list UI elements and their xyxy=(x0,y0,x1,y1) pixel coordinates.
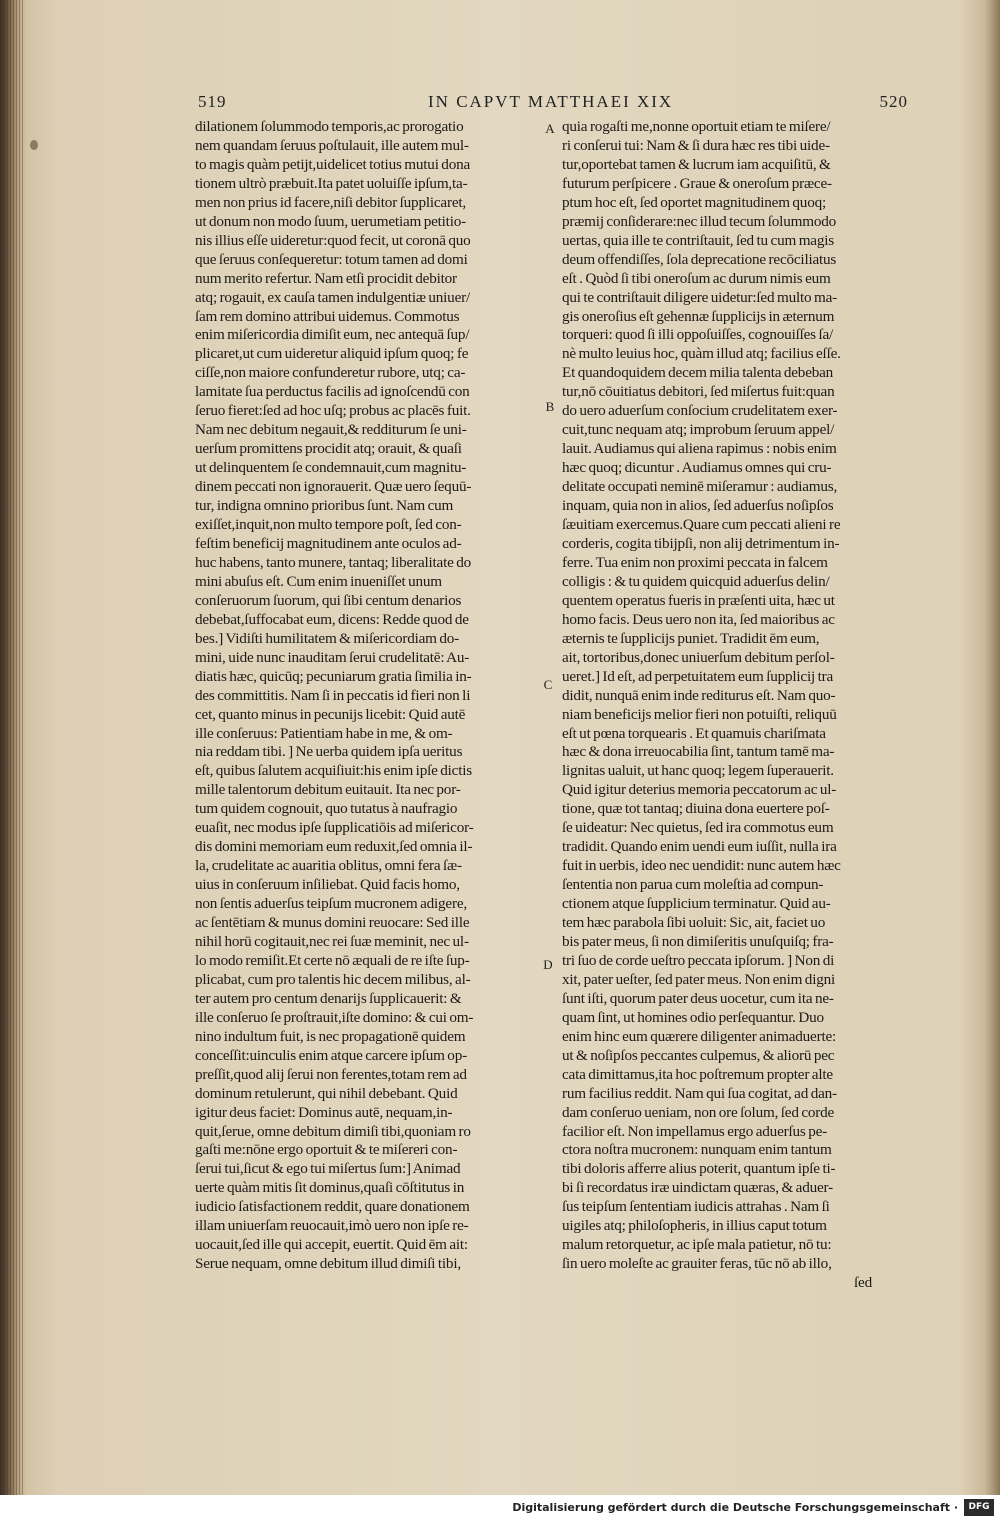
text-line: uius in conſeruum inſiliebat. Quid facis homo, xyxy=(195,876,460,894)
text-line: rum facilius reddit. Nam qui ſua cogitat, ad dan- xyxy=(562,1084,837,1102)
text-line: nem quandam ſeruus poſtulauit, ille autem mul- xyxy=(195,136,469,154)
text-line: ait, tortoribus,donec uniuerſum debitum perſol- xyxy=(562,648,835,666)
text-line: deum offendiſſes, ſola deprecatione recōciliatus xyxy=(562,250,837,268)
text-line: conceſſit:uinculis enim atque carcere ipſum op- xyxy=(195,1046,467,1064)
text-line: ſeruo fieret:ſed ad hoc uſq; probus ac placēs fuit. xyxy=(195,402,471,420)
text-line: men non prius id facere,niſi debitor ſupplicaret, xyxy=(195,193,466,211)
text-line: ſin uero moleſte ac grauiter feras, tūc nō ab illo, xyxy=(562,1255,832,1273)
text-line: Quid igitur deterius memoria peccatorum ac ul- xyxy=(562,781,837,799)
text-line: Et quandoquidem decem milia talenta debeban xyxy=(562,364,834,382)
text-line: ille conſeruus: Patientiam habe in me, & om- xyxy=(195,724,453,742)
text-line: atq; rogauit, ex cauſa tamen indulgentiæ uniuer/ xyxy=(195,288,470,306)
text-line: num merito refertur. Nam etſi procidit debitor xyxy=(195,269,457,287)
text-line: mini, uide nunc inauditam ſerui crudelitatē: Au- xyxy=(195,648,470,666)
text-line: tur,nō cōuitiatus debitori, ſed miſertus fuit:quan xyxy=(562,383,835,401)
text-line: torqueri: quod ſi illi oppoſuiſſes, cognouiſſes ſa/ xyxy=(562,326,834,344)
text-line: uerſum promittens procidit atq; orauit, & quaſi xyxy=(195,440,462,458)
text-line: tur,oportebat tamen & lucrum iam acquiſitū, & xyxy=(562,155,831,173)
text-line: tibi doloris afferre alius poterit, quantum ipſe ti- xyxy=(562,1160,836,1178)
text-line: nis illius eſſe uideretur:quod fecit, ut coronā quo xyxy=(195,231,471,249)
dfg-logo: DFG xyxy=(964,1499,994,1516)
text-line: huc habens, tanto munere, tantaq; liberalitate do xyxy=(195,553,472,571)
text-line: ſunt iſti, quorum pater deus uocetur, cum ita ne- xyxy=(562,989,834,1007)
text-line: æternis te ſupplicijs puniet. Tradidit ēm eum, xyxy=(562,629,820,647)
text-line: præmij conſiderare:nec illud tecum ſolummodo xyxy=(562,212,837,230)
digitization-footer xyxy=(0,1495,1000,1522)
text-line: ac ſentētiam & munus domini reuocare: Sed ille xyxy=(195,914,470,932)
page-number-right: 520 xyxy=(879,92,908,111)
text-line: to magis quàm petijt,uidelicet totius mutui dona xyxy=(195,155,471,173)
running-title: IN CAPVT MATTHAEI XIX xyxy=(428,92,674,111)
text-line: corderis, cogita tibijpſi, non alij detrimentum in- xyxy=(562,534,840,552)
text-line: ter autem pro centum denarijs ſupplicauerit: & xyxy=(195,989,462,1007)
text-line: ut & noſipſos peccantes culpemus, & aliorū pec xyxy=(562,1046,835,1064)
text-line: feſtim beneficij magnitudinem ante oculos ad- xyxy=(195,534,462,552)
text-line: hæc & dona irreuocabilia ſint, tantum tamē ma- xyxy=(562,743,835,761)
text-line: tione, quæ tot tantaq; diuina dona euertere poſ- xyxy=(562,800,830,818)
margin-mark-b: B xyxy=(545,399,555,414)
text-line: dam conſeruo ueniam, non ore ſolum, ſed corde xyxy=(562,1103,835,1121)
text-line: colligis : & tu quidem quicquid aduerſus delin/ xyxy=(562,572,830,590)
text-line: cata dimittamus,ita hoc poſtremum propter alte xyxy=(562,1065,833,1083)
text-line: tradidit. Quando enim uendi eum iuſſit, nulla ira xyxy=(562,838,837,856)
text-line: ut donum non modo ſuum, uerumetiam petitio- xyxy=(195,212,466,230)
text-line: euaſit, nec modus ipſe ſupplicatiōis ad miſericor- xyxy=(195,819,474,837)
text-line: non ſentis aduerſus teipſum mucronem adigere, xyxy=(195,895,467,913)
text-line: igitur deus faciet: Dominus autē, nequam,in- xyxy=(195,1103,453,1121)
text-line: tum quidem cognouit, quo tutatus à naufragio xyxy=(195,800,458,818)
text-line: ptum hoc eſt, ſed oportet magnitudinem quoq; xyxy=(562,193,827,211)
text-line: cuit,tunc nequam atq; improbum ſeruum appel/ xyxy=(562,421,835,439)
text-line: ciſſe,non maiore confunderetur rubore, utq; ca- xyxy=(195,364,466,382)
text-line: bes.] Vidiſti humilitatem & miſericordiam do- xyxy=(195,629,460,647)
left-text-column xyxy=(195,118,525,1274)
text-line: ſæuitiam exercemus.Quare cum peccati alieni re xyxy=(562,516,841,534)
text-line: nino indultum fuit, is nec propagationē quidem xyxy=(195,1027,466,1045)
text-line: preſſit,quod alij ſerui non ferentes,totam rem ad xyxy=(195,1065,467,1083)
running-header xyxy=(198,92,908,118)
text-line: hæc quoq; dicuntur . Audiamus omnes qui cru- xyxy=(562,459,832,477)
text-line: ſam rem domino attribui uidemus. Commotus xyxy=(195,307,460,325)
text-line: quit,ſerue, omne debitum dimiſi tibi,quoniam ro xyxy=(195,1122,471,1140)
margin-mark-c: C xyxy=(543,677,553,692)
text-line: mini abuſus eſt. Cum enim inueniſſet unum xyxy=(195,572,442,590)
text-line: malum retorquetur, ac ipſe mala patietur, nō tu: xyxy=(562,1236,832,1254)
text-line: xit, pater ueſter, ſed pater meus. Non enim digni xyxy=(562,970,836,988)
text-line: ſe uideatur: Nec quietus, ſed ira commotus eum xyxy=(562,819,834,837)
text-line: que ſeruus conſequeretur: totum tamen ad domi xyxy=(195,250,468,268)
text-line: tri ſuo de corde ueſtro peccata ipſorum. ] Non di xyxy=(562,951,835,969)
text-line: dis domini memoriam eum reduxit,ſed omnia il- xyxy=(195,838,473,856)
text-line: fuit in uerbis, ideo nec uendidit: nunc autem hæc xyxy=(562,857,841,875)
text-line: ctora noſtra mucronem: nunquam enim tantum xyxy=(562,1141,832,1159)
text-line: eſt, quibus ſalutem acquiſiuit:his enim ipſe dictis xyxy=(195,762,472,780)
text-line: Nam nec debitum negauit,& redditurum ſe uni- xyxy=(195,421,467,439)
text-line: homo facis. Deus uero non ita, ſed maioribus ac xyxy=(562,610,835,628)
text-line: mille talentorum debitum euitauit. Ita nec por- xyxy=(195,781,461,799)
text-line: bi ſi recordatus iræ uindictam quæras, & aduer- xyxy=(562,1179,833,1197)
text-line: illam uniuerſam reuocauit,imò uero non ipſe re- xyxy=(195,1217,469,1235)
text-line: lamitate ſua perductus facilis ad ignoſcendū con xyxy=(195,383,470,401)
text-line: dinem peccati non ignorauerit. Quæ uero ſequū- xyxy=(195,478,472,496)
text-line: ri conſerui tui: Nam & ſi dura hæc res tibi uide- xyxy=(562,136,830,154)
text-line: ille conſeruo ſe proſtrauit,iſte domino: & cui om- xyxy=(195,1008,474,1026)
funding-note: Digitalisierung gefördert durch die Deutsche Forschungsgemeinschaft · xyxy=(512,1501,958,1514)
text-line: delitate occupati neminē miſeramur : audiamus, xyxy=(562,478,838,496)
text-line: tur, indigna omnino prioribus ſunt. Nam cum xyxy=(195,497,454,515)
text-line: uocauit,ſed ille qui accepit, euertit. Quid ēm ait: xyxy=(195,1236,468,1254)
text-line: ſed xyxy=(854,1274,872,1292)
text-line: la, crudelitate ac auaritia oblitus, omni fera ſæ- xyxy=(195,857,462,875)
text-line: ferre. Tua enim non proximi peccata in falcem xyxy=(562,553,828,571)
text-line: uerte quàm mitis ſit dominus,quaſi cōſtitutus in xyxy=(195,1179,465,1197)
text-line: eſt . Quòd ſi tibi oneroſum ac durum nimis eum xyxy=(562,269,831,287)
text-line: lignitas ualuit, ut hanc quoq; legem ſuperauerit. xyxy=(562,762,834,780)
text-line: ſententia non parua cum moleſtia ad compun- xyxy=(562,876,824,894)
text-line: bis pater meus, ſi non dimiſeritis unuſquiſq; fra- xyxy=(562,932,834,950)
text-line: eſt ut pœna torquearis . Et quamuis chariſmata xyxy=(562,724,826,742)
text-line: des committitis. Nam ſi in peccatis id fieri non li xyxy=(195,686,471,704)
text-line: facilior eſt. Non impellamus ergo aduerſus pe- xyxy=(562,1122,827,1140)
text-line: plicaret,ut cum uideretur aliquid ipſum quoq; fe xyxy=(195,345,469,363)
text-line: do uero aduerſum conſocium crudelitatem exer- xyxy=(562,402,838,420)
text-line: nia reddam tibi. ] Ne uerba quidem ipſa ueritus xyxy=(195,743,463,761)
text-line: diatis hæc, quicūq; pecuniarum gratia ſimilia in- xyxy=(195,667,472,685)
text-line: exiſſet,inquit,non multo tempore poſt, ſed con- xyxy=(195,516,462,534)
text-line: tem hæc parabola ſibi uoluit: Sic, ait, faciet uo xyxy=(562,914,826,932)
text-line: dominum retulerunt, qui nihil debebant. Quid xyxy=(195,1084,458,1102)
text-line: inquam, quia non in alios, ſed aduerſus noſipſos xyxy=(562,497,834,515)
text-line: ſus teipſum ſententiam iudicis attrahas . Nam ſi xyxy=(562,1198,830,1216)
text-line: dilationem ſolummodo temporis,ac prorogatio xyxy=(195,118,464,135)
text-line: lo modo remiſit.Et certe nō æquali de re iſte ſup- xyxy=(195,951,470,969)
text-line: enim miſericordia dimiſit eum, nec antequā ſup/ xyxy=(195,326,470,344)
book-gutter xyxy=(4,0,24,1495)
ink-stain xyxy=(30,140,38,150)
text-line: tionem ultrò præbuit.Ita patet uoluiſſe ipſum,ta- xyxy=(195,174,468,192)
right-text-column xyxy=(562,118,892,1293)
text-line: futurum perſpicere . Graue & oneroſum præce- xyxy=(562,174,832,192)
text-line: uigiles atq; philoſopheris, in illius caput totum xyxy=(562,1217,827,1235)
page-number-left: 519 xyxy=(198,92,227,111)
text-line: cet, quanto minus in pecunijs licebit: Quid autē xyxy=(195,705,466,723)
text-line: nè multo leuius hoc, quàm illud atq; facilius eſſe. xyxy=(562,345,841,363)
text-line: lauit. Audiamus qui aliena rapimus : nobis enim xyxy=(562,440,837,458)
text-line: conſeruorum ſuorum, qui ſibi centum denarios xyxy=(195,591,462,609)
text-line: ctionem atque ſupplicium terminatur. Quid au- xyxy=(562,895,831,913)
text-line: ut delinquentem ſe condemnauit,cum magnitu- xyxy=(195,459,467,477)
text-line: quentem operatus fueris in præſenti uita, hæc ut xyxy=(562,591,835,609)
text-line: quam ſint, ut homines odio perſequantur. Duo xyxy=(562,1008,824,1026)
text-line: iudicio ſatisfactionem reddit, quare donationem xyxy=(195,1198,470,1216)
text-line: qui te contriſtauit diligere uidetur:ſed multo ma- xyxy=(562,288,838,306)
margin-mark-d: D xyxy=(543,957,553,972)
margin-mark-a: A xyxy=(545,121,555,136)
text-line: quia rogaſti me,nonne oportuit etiam te miſere/ xyxy=(562,118,831,135)
text-line: niam beneficijs melior fieri non potuiſti, reliquū xyxy=(562,705,837,723)
text-line: nihil horū cogitauit,nec rei ſuæ meminit, nec ul- xyxy=(195,932,469,950)
text-line: plicabat, cum pro talentis hic decem milibus, al- xyxy=(195,970,471,988)
text-line: enim hinc eum quærere diligenter animaduerte: xyxy=(562,1027,837,1045)
text-line: gis oneroſius eſt gehennæ ſupplicijs in æternum xyxy=(562,307,835,325)
text-line: ſerui tui,ſicut & ego tui miſertus ſum:] Animad xyxy=(195,1160,461,1178)
text-line: didit, nunquā enim inde rediturus eſt. Nam quo- xyxy=(562,686,836,704)
text-line: debebat,ſuffocabat eum, dicens: Redde quod de xyxy=(195,610,469,628)
text-line: Serue nequam, omne debitum illud dimiſi tibi, xyxy=(195,1255,461,1273)
text-line: gaſti me:nōne ergo oportuit & te miſereri con- xyxy=(195,1141,458,1159)
text-line: ueret.] Id eſt, ad perpetuitatem eum ſupplicij tra xyxy=(562,667,834,685)
text-line: uertas, quia ille te contriſtauit, ſed tu cum magis xyxy=(562,231,834,249)
